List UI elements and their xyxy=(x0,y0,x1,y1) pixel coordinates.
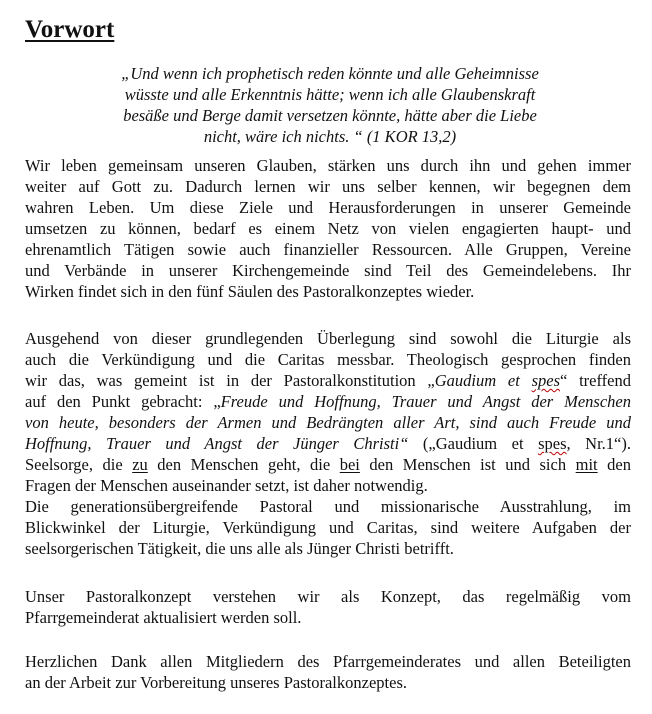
text-line xyxy=(25,370,631,391)
citation-italic: Hoffnung, Trauer und Angst der Jünger Christi“ xyxy=(25,434,409,453)
text-segment: “ treffend xyxy=(560,371,631,390)
quote-line: besäße und Berge damit versetzen könnte, hätte aber die Liebe xyxy=(123,106,537,125)
text-line: auch die Verkündigung und die Caritas messbar. Theologisch gesprochen finden xyxy=(25,350,631,369)
text-segment: wir das, was gemeint ist in der Pastoralkonstitution „ xyxy=(25,371,435,390)
citation-italic: Freude und Hoffnung, Trauer und Angst der Menschen xyxy=(220,392,631,411)
text-segment: den Menschen ist und sich xyxy=(359,455,576,474)
spellcheck-word: spes xyxy=(531,371,560,390)
paragraph-intro xyxy=(25,155,631,302)
text-segment: Seelsorge, die xyxy=(25,455,133,474)
text-segment: den Menschen geht, die xyxy=(147,455,340,474)
text-line xyxy=(25,454,631,475)
text-line: und Verbände in unserer Kirchengemeinde sind Teil des Gemeindelebens. Ihr xyxy=(25,261,631,280)
text-line xyxy=(25,391,631,412)
underlined-word: bei xyxy=(339,455,360,474)
text-line: wahren Leben. Um diese Ziele und Herausforderungen in unserer Gemeinde xyxy=(25,198,631,217)
document-title-italic: Gaudium et xyxy=(434,371,532,390)
text-line: weiter auf Gott zu. Dadurch lernen wir uns selber kennen, wir begegnen dem xyxy=(25,177,631,196)
bible-quote xyxy=(70,63,590,147)
text-line: Pfarrgemeinderat aktualisiert werden soll. xyxy=(25,608,302,627)
text-line: Blickwinkel der Liturgie, Verkündigung und Caritas, sind weitere Aufgaben der xyxy=(25,518,631,537)
text-segment: , Nr.1“). xyxy=(566,434,631,453)
text-line: Unser Pastoralkonzept verstehen wir als Konzept, das regelmäßig vom xyxy=(25,587,631,606)
text-line: Ausgehend von dieser grundlegenden Überlegung sind sowohl die Liturgie als xyxy=(25,329,631,348)
text-segment: („Gaudium et xyxy=(408,434,539,453)
paragraph-thanks xyxy=(25,651,631,693)
text-line: seelsorgerischen Tätigkeit, die uns alle als Jünger Christi betrifft. xyxy=(25,539,454,558)
text-line: Wirken findet sich in den fünf Säulen des Pastoralkonzeptes wieder. xyxy=(25,282,475,301)
text-line: umsetzen zu können, bedarf es einem Netz von vielen engagierten haupt- und xyxy=(25,219,631,238)
text-segment: auf den Punkt gebracht: „ xyxy=(25,392,221,411)
underlined-word: mit xyxy=(575,455,598,474)
paragraph-pastoral-concept xyxy=(25,586,631,628)
text-segment: den xyxy=(597,455,631,474)
text-line: Die generationsübergreifende Pastoral und missionarische Ausstrahlung, im xyxy=(25,497,631,516)
page-title: Vorwort xyxy=(25,16,115,43)
text-line: Wir leben gemeinsam unseren Glauben, stärken uns durch ihn und gehen immer xyxy=(25,156,631,175)
text-line xyxy=(25,433,631,454)
underlined-word: zu xyxy=(132,455,148,474)
spellcheck-word: spes xyxy=(538,434,567,453)
quote-line: nicht, wäre ich nichts. “ (1 KOR 13,2) xyxy=(203,127,457,146)
text-line: ehrenamtlich Tätigen sowie auch finanzieller Ressourcen. Alle Gruppen, Vereine xyxy=(25,240,631,259)
text-line: Herzlichen Dank allen Mitgliedern des Pfarrgemeinderates und allen Beteiligten xyxy=(25,652,631,671)
quote-line: wüsste und alle Erkenntnis hätte; wenn ich alle Glaubenskraft xyxy=(124,85,536,104)
paragraph-gaudium-et-spes xyxy=(25,328,631,559)
text-line: Fragen der Menschen auseinander setzt, ist daher notwendig. xyxy=(25,476,428,495)
text-line: an der Arbeit zur Vorbereitung unseres Pastoralkonzeptes. xyxy=(25,673,407,692)
citation-line: von heute, besonders der Armen und Bedrängten aller Art, sind auch Freude und xyxy=(25,413,631,432)
quote-line: „Und wenn ich prophetisch reden könnte und alle Geheimnisse xyxy=(121,64,539,83)
